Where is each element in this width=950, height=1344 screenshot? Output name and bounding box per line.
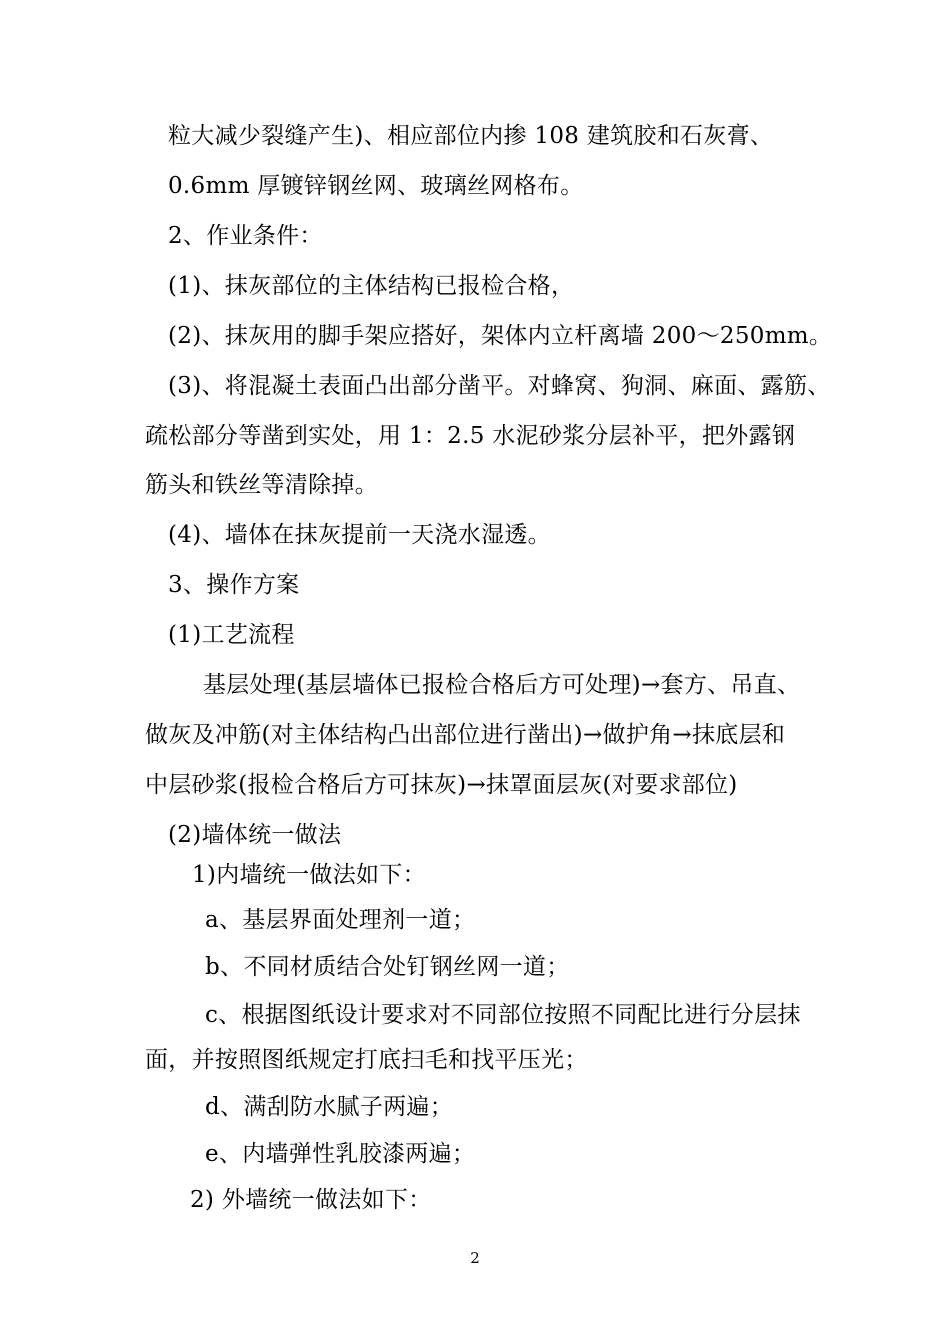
text-line: 粒大减少裂缝产生)、相应部位内掺 108 建筑胶和石灰膏、 xyxy=(168,123,774,149)
list-item: a、基层界面处理剂一道； xyxy=(205,907,476,933)
list-item: (2)、抹灰用的脚手架应搭好，架体内立杆离墙 200～250mm。 xyxy=(168,323,833,349)
list-item: d、满刮防水腻子两遍； xyxy=(205,1094,454,1120)
text-line: 筋头和铁丝等清除掉。 xyxy=(145,472,378,498)
page-number: 2 xyxy=(470,1249,480,1267)
list-item: (3)、将混凝土表面凸出部分凿平。对蜂窝、狗洞、麻面、露筋、 xyxy=(168,373,831,399)
list-item: e、内墙弹性乳胶漆两遍； xyxy=(205,1141,476,1167)
list-item: (1)、抹灰部位的主体结构已报检合格， xyxy=(168,273,575,299)
text-line: 0.6mm 厚镀锌钢丝网、玻璃丝网格布。 xyxy=(168,173,584,199)
list-item: c、根据图纸设计要求对不同部位按照不同配比进行分层抹 xyxy=(205,1002,801,1028)
text-line: 做灰及冲筋(对主体结构凸出部位进行凿出)→做护角→抹底层和 xyxy=(145,722,786,748)
section-heading: 2、作业条件： xyxy=(168,223,323,249)
text-line: 疏松部分等凿到实处，用 1：2.5 水泥砂浆分层补平，把外露钢 xyxy=(145,423,796,449)
text-line: 基层处理(基层墙体已报检合格后方可处理)→套方、吊直、 xyxy=(203,672,801,698)
list-item: b、不同材质结合处钉钢丝网一道； xyxy=(205,954,570,980)
section-heading: 3、操作方案 xyxy=(168,572,300,598)
list-item: 2) 外墙统一做法如下： xyxy=(190,1187,432,1213)
list-item: 1)内墙统一做法如下： xyxy=(192,862,426,888)
list-item: (4)、墙体在抹灰提前一天浇水湿透。 xyxy=(168,522,551,548)
text-line: 中层砂浆(报检合格后方可抹灰)→抹罩面层灰(对要求部位) xyxy=(145,772,738,798)
text-line: 面，并按照图纸规定打底扫毛和找平压光； xyxy=(145,1047,588,1073)
subsection-heading: (2)墙体统一做法 xyxy=(168,822,342,848)
subsection-heading: (1)工艺流程 xyxy=(168,622,295,648)
